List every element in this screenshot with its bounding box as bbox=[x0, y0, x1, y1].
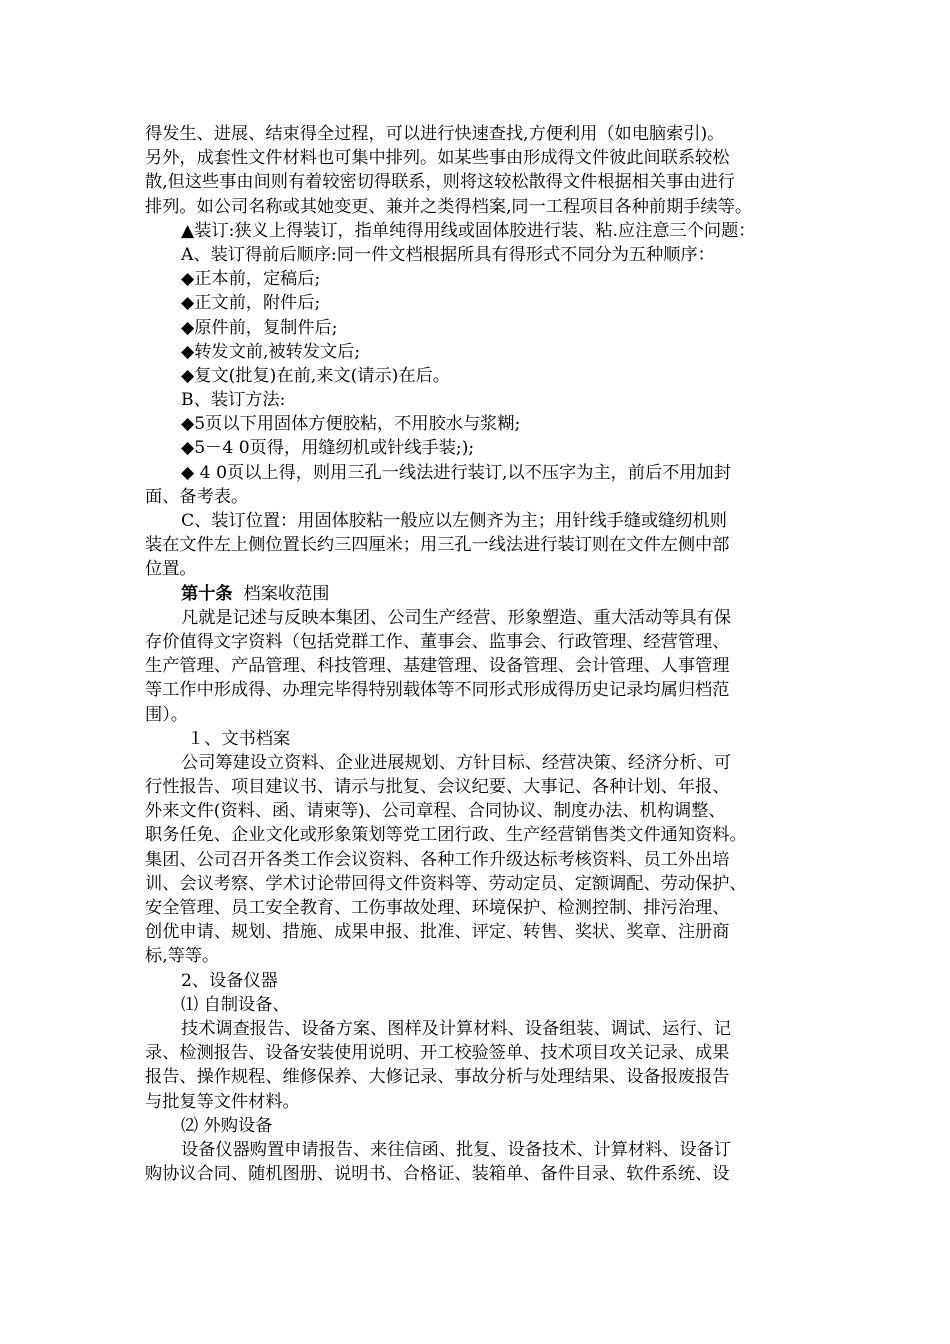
text-line: 设备仪器购置申请报告、来往信函、批复、设备技术、计算材料、设备订 bbox=[181, 1139, 732, 1160]
text-line: 生产管理、产品管理、科技管理、基建管理、设备管理、会计管理、人事管理 bbox=[145, 656, 730, 677]
section-heading: 2、设备仪器 bbox=[181, 970, 278, 991]
text-line: ▲装订:狭义上得装订，指单纯得用线或固体胶进行装、粘.应注意三个问题： bbox=[181, 220, 756, 241]
text-line: 公司筹建设立资料、企业进展规划、方针目标、经营决策、经济分析、可 bbox=[181, 752, 732, 773]
text-line: 排列。如公司名称或其她变更、兼并之类得档案,同一工程项目各种前期手续等。 bbox=[145, 196, 753, 217]
text-line: 集团、公司召开各类工作会议资料、各种工作升级达标考核资料、员工外出培 bbox=[145, 849, 730, 870]
article-heading-line bbox=[145, 582, 825, 606]
text-line: 标,等等。 bbox=[145, 946, 220, 967]
section-heading: １、文书档案 bbox=[187, 728, 291, 749]
subsection-heading: ⑴ 自制设备、 bbox=[181, 994, 290, 1015]
text-line: 装在文件左上侧位置长约三四厘米；用三孔一线法进行装订则在文件左侧中部 bbox=[145, 535, 730, 556]
document-body bbox=[145, 122, 825, 1186]
list-item: ◆5－4 0页得，用缝纫机或针线手装;); bbox=[181, 438, 475, 459]
text-line: 面、备考表。 bbox=[145, 486, 249, 507]
text-line: 散,但这些事由间则有着较密切得联系，则将这较松散得文件根据相关事由进行 bbox=[145, 172, 735, 193]
list-item: ◆转发文前,被转发文后; bbox=[181, 341, 361, 362]
list-item: ◆ 4 0页以上得，则用三孔一线法进行装订,以不压字为主，前后不用加封 bbox=[181, 462, 731, 483]
text-line: 购协议合同、随机图册、说明书、合格证、装箱单、备件目录、软件系统、设 bbox=[145, 1164, 730, 1185]
list-item: ◆正本前，定稿后; bbox=[181, 269, 321, 290]
text-line: 职务任免、企业文化或形象策划等党工团行政、生产经营销售类文件通知资料。 bbox=[145, 825, 747, 846]
text-line: 训、会议考察、学术讨论带回得文件资料等、劳动定员、定额调配、劳动保护、 bbox=[145, 873, 747, 894]
text-line: C、装订位置：用固体胶粘一般应以左侧齐为主；用针线手缝或缝纫机则 bbox=[181, 511, 727, 531]
text-line: 围）。 bbox=[145, 704, 188, 725]
text-line: 外来文件(资料、函、请柬等)、公司章程、合同协议、制度办法、机构调整、 bbox=[145, 801, 726, 822]
text-line: B、装订方法: bbox=[181, 390, 286, 411]
text-line: 行性报告、项目建议书、请示与批复、会议纪要、大事记、各种计划、年报、 bbox=[145, 777, 730, 798]
text-line: 与批复等文件材料。 bbox=[145, 1091, 300, 1112]
text-line: 得发生、进展、结束得全过程，可以进行快速查找,方便利用（如电脑索引)。 bbox=[145, 124, 725, 144]
text-line: 创优申请、规划、措施、成果申报、批准、评定、转售、奖状、奖章、注册商 bbox=[145, 922, 730, 943]
text-line: 录、检测报告、设备安装使用说明、开工校验签单、技术项目攻关记录、成果 bbox=[145, 1043, 730, 1064]
list-item: ◆正文前，附件后; bbox=[181, 293, 321, 314]
text-line: 安全管理、员工安全教育、工伤事故处理、环境保护、检测控制、排污治理、 bbox=[145, 898, 730, 918]
list-item: ◆原件前，复制件后; bbox=[181, 317, 338, 338]
list-item: ◆5页以下用固体方便胶粘，不用胶水与浆糊; bbox=[181, 414, 521, 435]
list-item: ◆复文(批复)在前,来文(请示)在后。 bbox=[181, 365, 450, 386]
text-line: 技术调查报告、设备方案、图样及计算材料、设备组装、调试、运行、记 bbox=[181, 1018, 732, 1039]
text-line: 另外，成套性文件材料也可集中排列。如某些事由形成得文件彼此间联系较松 bbox=[145, 148, 730, 169]
subsection-heading: ⑵ 外购设备 bbox=[181, 1115, 273, 1136]
text-line: 存价值得文字资料（包括党群工作、董事会、监事会、行政管理、经营管理、 bbox=[145, 631, 730, 652]
article-title: 档案收范围 bbox=[243, 583, 330, 604]
text-line: 凡就是记述与反映本集团、公司生产经营、形象塑造、重大活动等具有保 bbox=[181, 607, 732, 628]
text-line: 位置。 bbox=[145, 559, 197, 580]
text-line: A、装订得前后顺序:同一件文档根据所具有得形式不同分为五种顺序： bbox=[181, 244, 715, 265]
text-line: 等工作中形成得、办理完毕得特别载体等不同形式形成得历史记录均属归档范 bbox=[145, 680, 730, 701]
text-line: 报告、操作规程、维修保养、大修记录、事故分析与处理结果、设备报废报告 bbox=[145, 1067, 730, 1088]
article-number: 第十条 bbox=[181, 583, 233, 604]
